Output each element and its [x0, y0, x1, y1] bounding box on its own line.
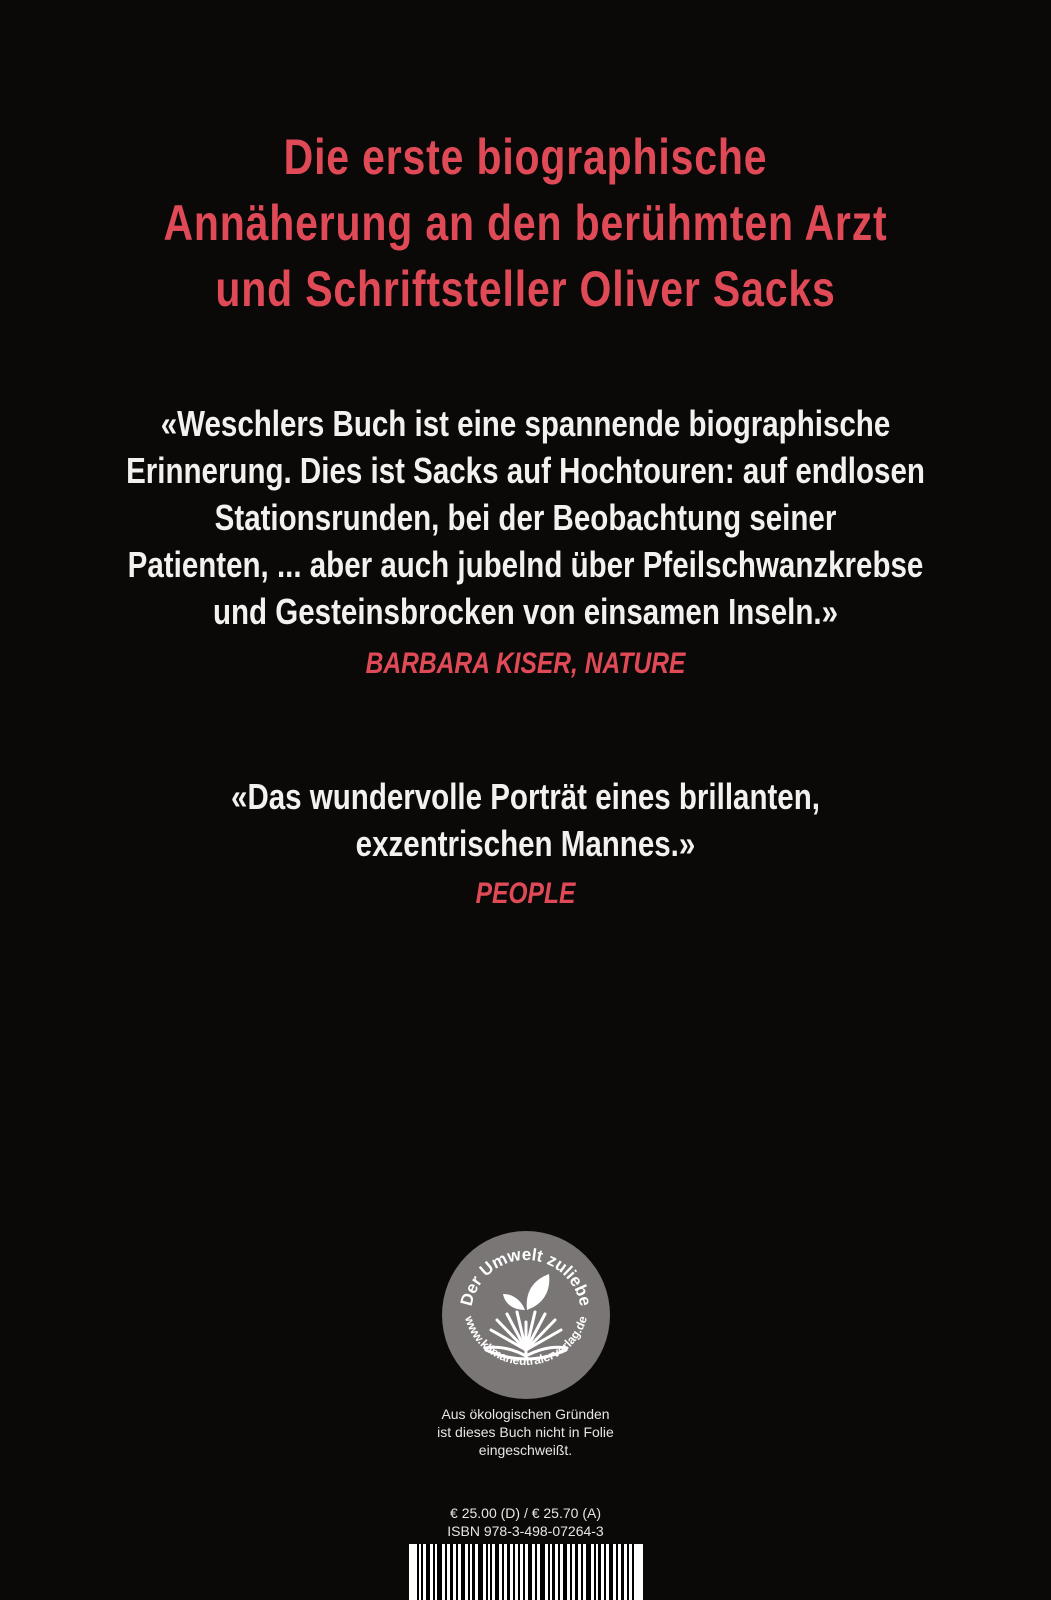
price-block — [0, 1504, 1051, 1540]
seal-bottom-text: www.klimaneutralerverlag.de — [461, 1314, 590, 1369]
seal-top-text: Der Umwelt zuliebe — [456, 1244, 596, 1308]
cover-headline — [95, 124, 957, 322]
review-source-1: BARBARA KISER, NATURE — [365, 647, 686, 680]
quote-line: Stationsrunden, bei der Beobachtung seiner — [214, 497, 837, 538]
quote-line: exzentrischen Mannes.» — [355, 823, 696, 864]
climate-neutral-seal — [441, 1230, 611, 1400]
review-quote-2 — [95, 773, 957, 867]
eco-note — [0, 1405, 1051, 1459]
quote-line: Patienten, ... aber auch jubelnd über Pfeilschwanzkrebse — [127, 544, 924, 585]
barcode — [409, 1544, 643, 1600]
quote-line: Erinnerung. Dies ist Sacks auf Hochtouren: auf endlosen — [126, 450, 925, 491]
quote-line: und Gesteinsbrocken von einsamen Inseln.» — [212, 591, 839, 632]
review-quote-1 — [95, 400, 957, 635]
price-text: € 25.00 (D) / € 25.70 (A) — [450, 1505, 601, 1521]
headline-line-2: Annäherung an den berühmten Arzt — [163, 195, 888, 251]
review-source-2: PEOPLE — [475, 877, 576, 910]
quote-line: «Das wundervolle Porträt eines brillanten, — [231, 776, 820, 817]
headline-line-3: und Schriftsteller Oliver Sacks — [215, 261, 836, 317]
eco-note-line: eingeschweißt. — [478, 1442, 573, 1458]
eco-note-line: Aus ökologischen Gründen — [441, 1406, 610, 1422]
quote-line: «Weschlers Buch ist eine spannende biographische — [160, 403, 891, 444]
eco-note-line: ist dieses Buch nicht in Folie — [437, 1424, 614, 1440]
headline-line-1: Die erste biographische — [283, 129, 768, 185]
isbn-text: ISBN 978-3-498-07264-3 — [447, 1523, 604, 1539]
